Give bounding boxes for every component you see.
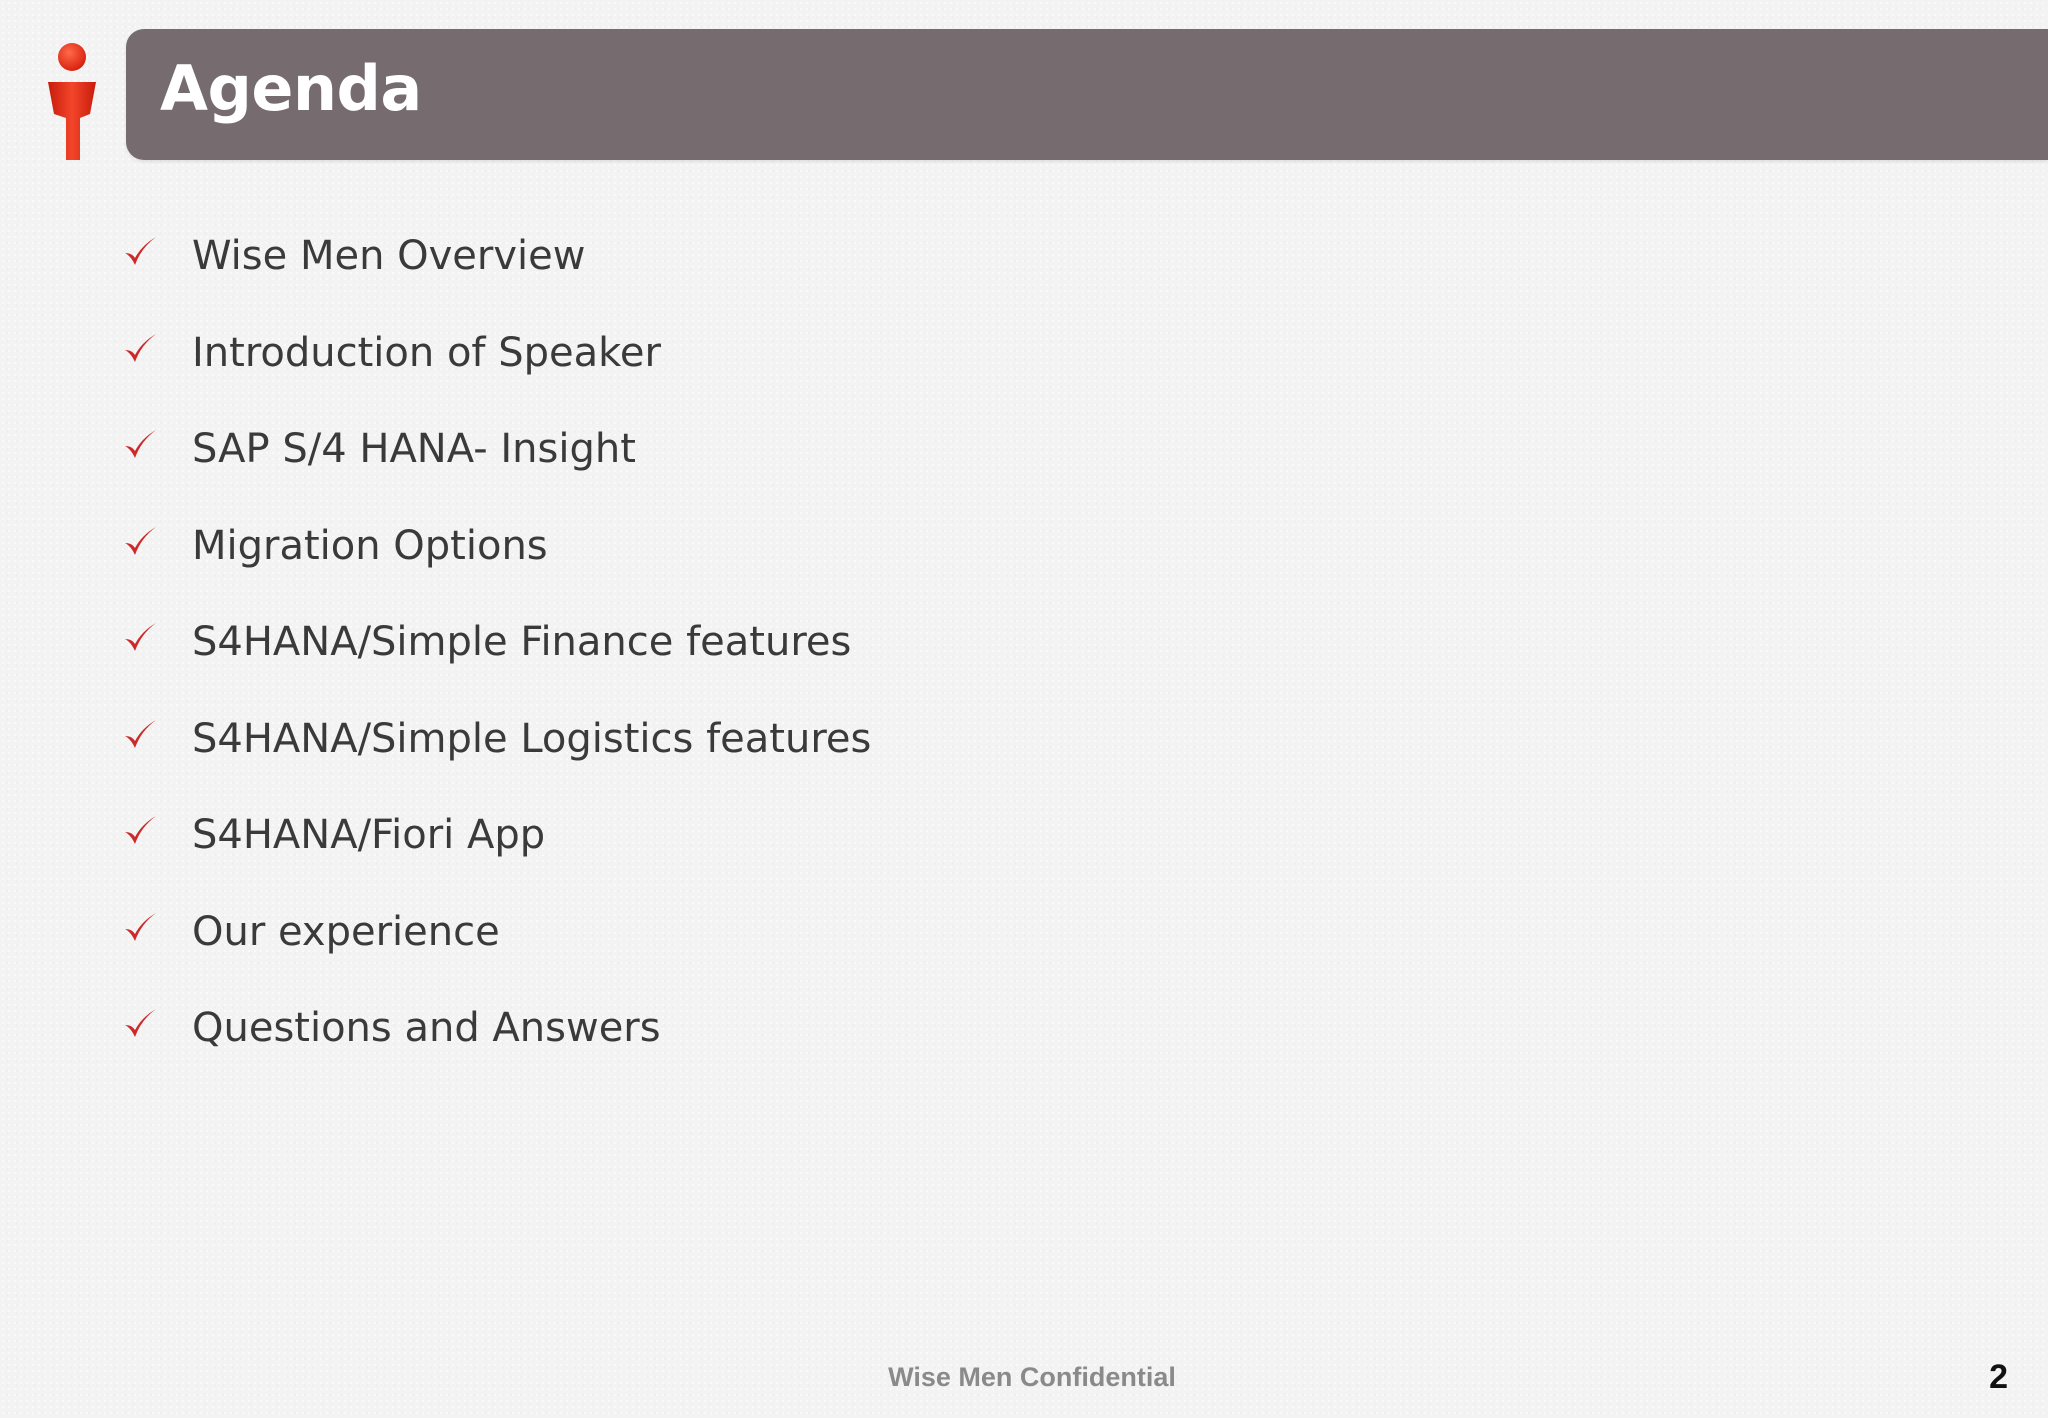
agenda-item-label: Wise Men Overview — [192, 233, 586, 279]
agenda-list — [122, 218, 871, 1087]
list-item — [122, 218, 871, 315]
agenda-item-label: Questions and Answers — [192, 1005, 661, 1051]
page-title: Agenda — [160, 52, 422, 125]
agenda-item-label: Introduction of Speaker — [192, 329, 661, 376]
agenda-item-label: S4HANA/Fiori App — [192, 812, 546, 858]
agenda-item-label: SAP S/4 HANA- Insight — [192, 426, 636, 472]
list-item — [122, 701, 871, 798]
checkmark-icon — [122, 717, 158, 753]
checkmark-icon — [122, 1006, 158, 1042]
list-item — [122, 604, 871, 701]
checkmark-icon — [122, 813, 158, 849]
title-bar — [126, 29, 2048, 160]
list-item — [122, 797, 871, 894]
checkmark-icon — [122, 234, 158, 270]
agenda-item-label: Our experience — [192, 908, 500, 955]
list-item — [122, 411, 871, 508]
list-item — [122, 508, 871, 605]
list-item — [122, 894, 871, 991]
checkmark-icon — [122, 524, 158, 560]
agenda-item-label: S4HANA/Simple Logistics features — [192, 715, 872, 762]
person-logo-icon — [40, 40, 104, 166]
checkmark-icon — [122, 331, 158, 367]
checkmark-icon — [122, 620, 158, 656]
agenda-item-label: Migration Options — [192, 522, 548, 569]
agenda-item-label: S4HANA/Simple Finance features — [192, 619, 852, 665]
list-item — [122, 990, 871, 1087]
list-item — [122, 315, 871, 412]
footer-confidential: Wise Men Confidential — [888, 1362, 1176, 1392]
checkmark-icon — [122, 427, 158, 463]
checkmark-icon — [122, 910, 158, 946]
page-number: 2 — [1989, 1358, 2008, 1396]
